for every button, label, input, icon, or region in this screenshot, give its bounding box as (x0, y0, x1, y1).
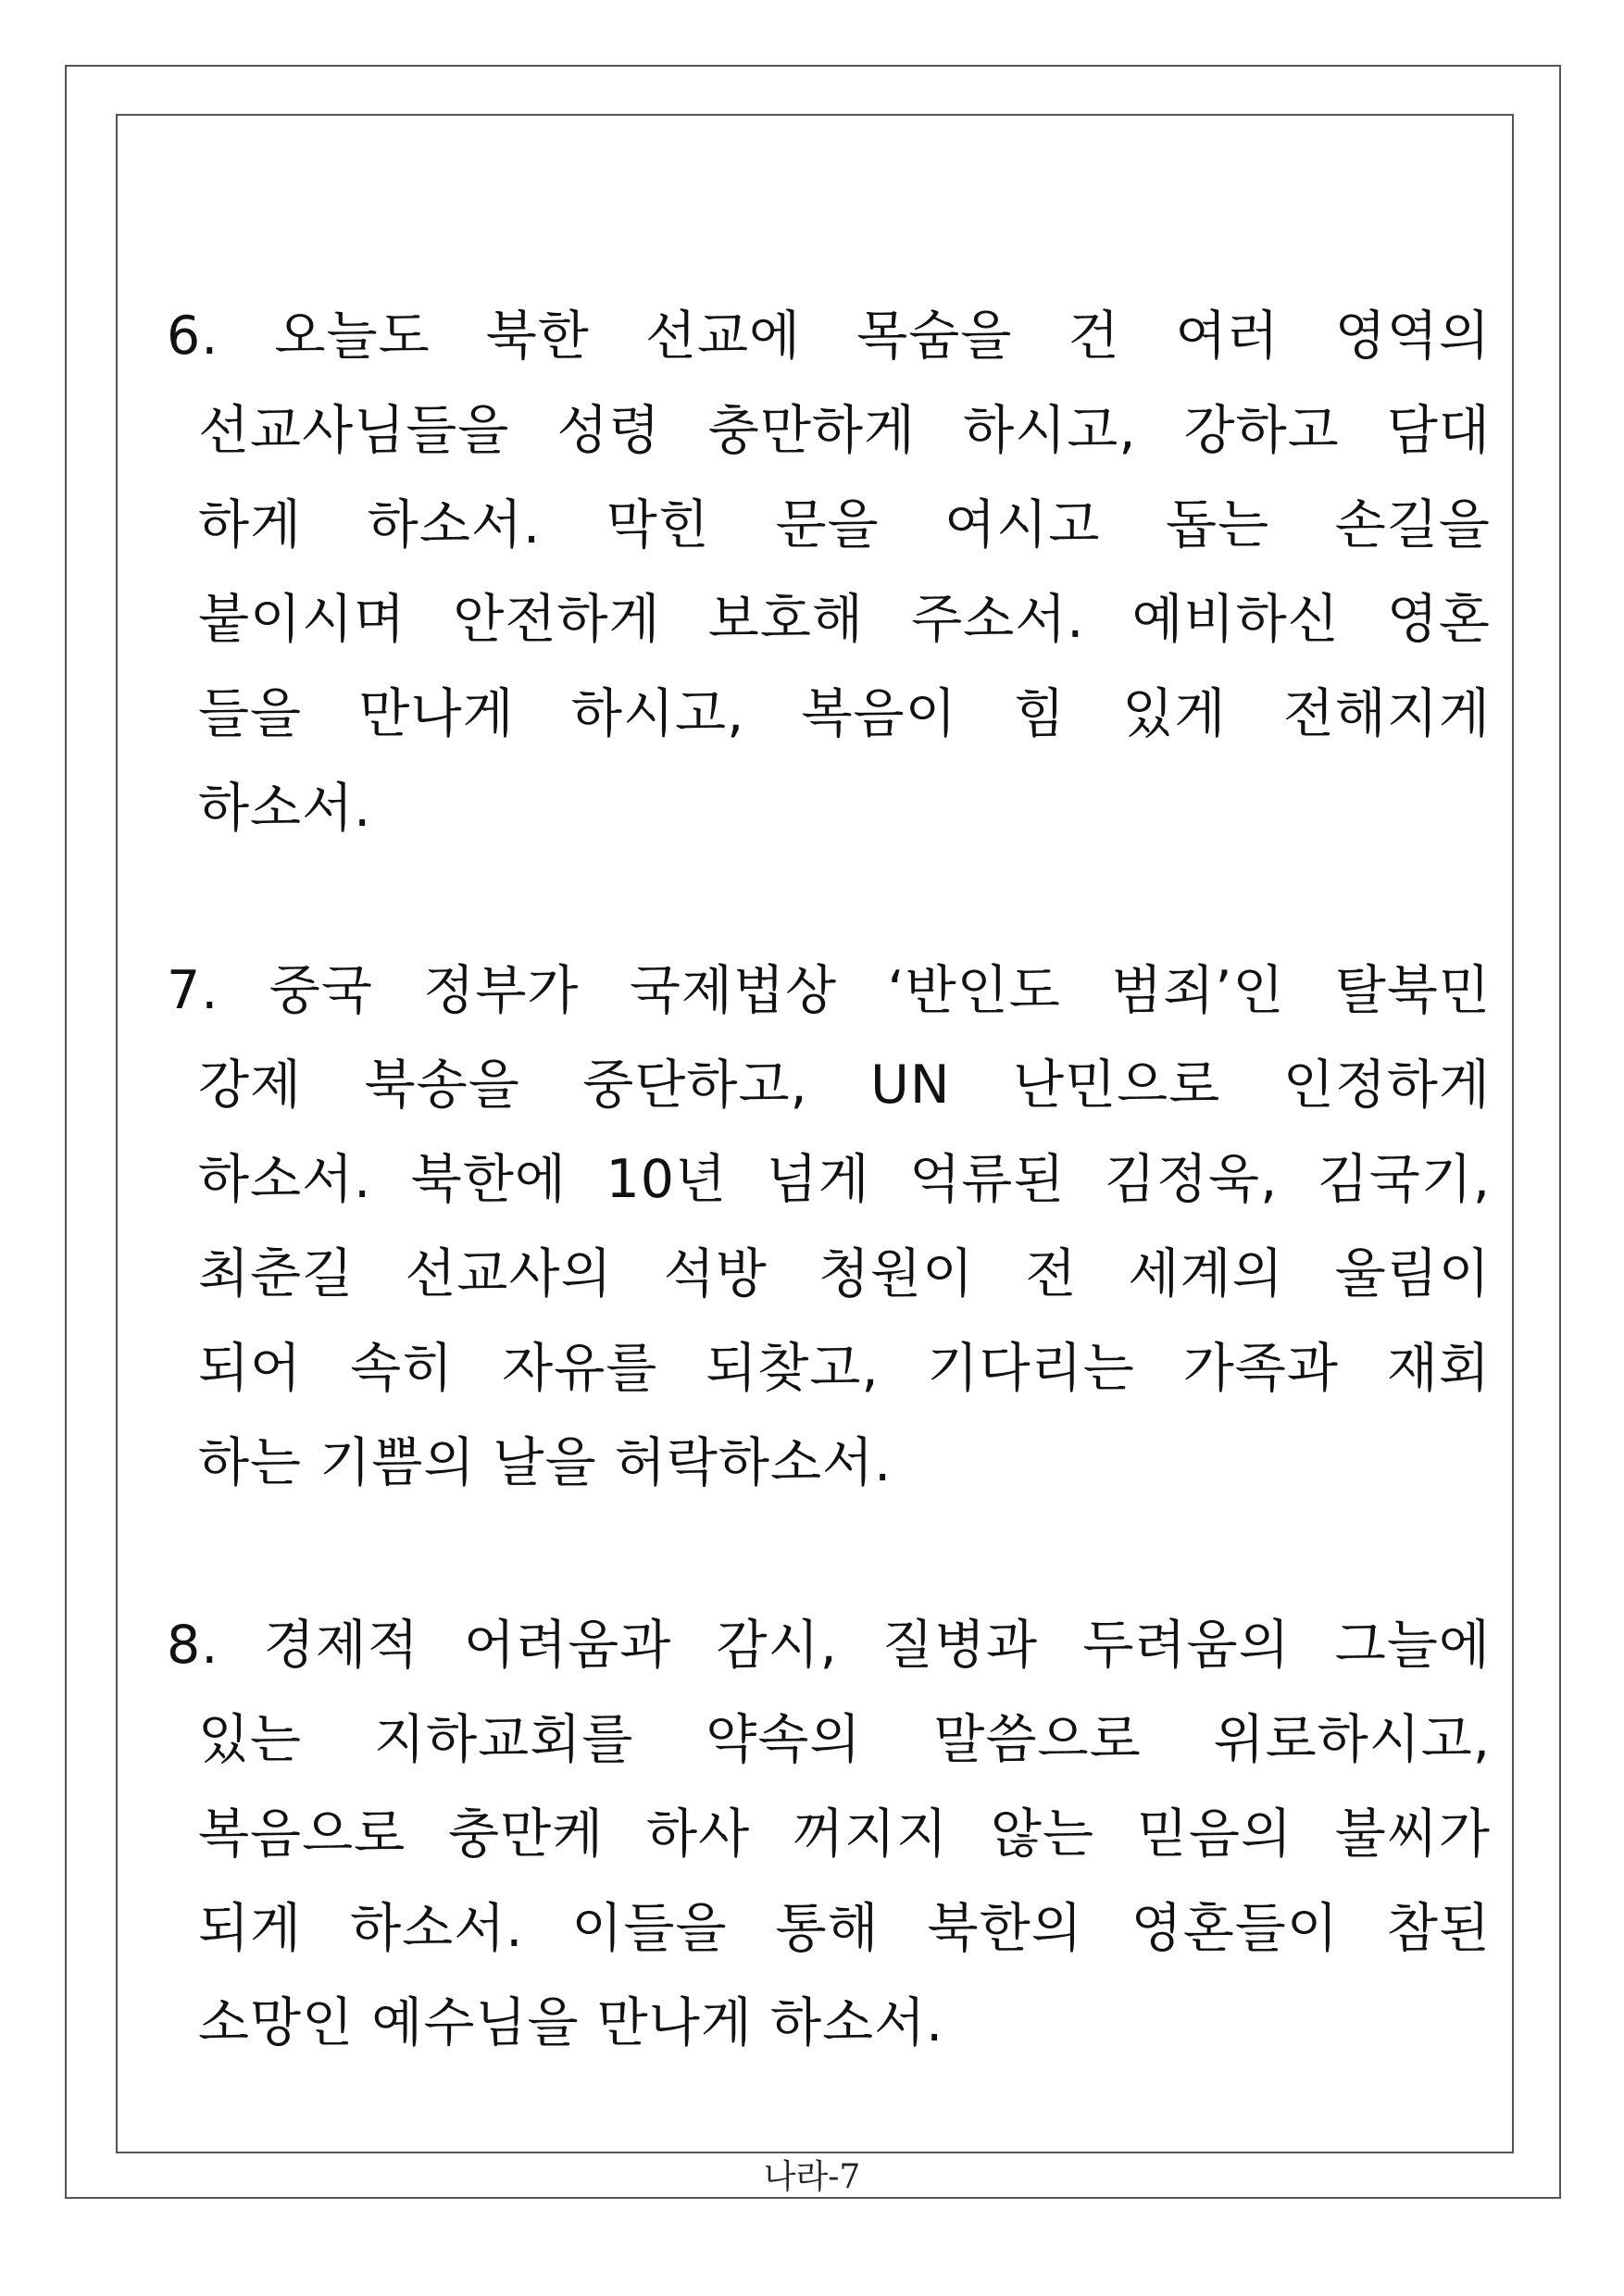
prayer-line: 되게 하소서. 이들을 통해 북한의 영혼들이 참된 (198, 1898, 1491, 1959)
prayer-line: 들을 만나게 하시고, 복음이 힘 있게 전해지게 (198, 683, 1491, 744)
prayer-line: 하는 기쁨의 날을 허락하소서. (198, 1432, 893, 1493)
prayer-line: 되어 속히 자유를 되찾고, 기다리는 가족과 재회 (198, 1338, 1491, 1399)
prayer-line: 하소서. 북한에 10년 넘게 억류된 김정욱, 김국기, (198, 1149, 1491, 1210)
page-number: 나라-7 (763, 2158, 861, 2196)
prayer-line: 있는 지하교회를 약속의 말씀으로 위로하시고, (198, 1709, 1491, 1770)
prayer-line: 하소서. (198, 778, 372, 839)
prayer-line: 8. 경제적 어려움과 감시, 질병과 두려움의 그늘에 (167, 1615, 1491, 1676)
prayer-list (167, 289, 1491, 2158)
prayer-line: 최춘길 선교사의 석방 청원이 전 세계의 울림이 (198, 1243, 1491, 1304)
prayer-line: 하게 하소서. 막힌 문을 여시고 돕는 손길을 (198, 494, 1491, 555)
prayer-line: 복음으로 충만케 하사 꺼지지 않는 믿음의 불씨가 (198, 1803, 1491, 1865)
prayer-item-6 (167, 289, 1491, 855)
prayer-line: 강제 북송을 중단하고, UN 난민으로 인정하게 (198, 1054, 1491, 1116)
prayer-line: 선교사님들을 성령 충만하게 하시고, 강하고 담대 (198, 400, 1491, 461)
prayer-line: 7. 중국 정부가 국제법상 ‘반인도 범죄’인 탈북민 (167, 960, 1491, 1021)
prayer-line: 소망인 예수님을 만나게 하소서. (198, 1992, 944, 2053)
prayer-item-7 (167, 943, 1491, 1510)
prayer-line: 붙이시며 안전하게 보호해 주소서. 예비하신 영혼 (198, 589, 1491, 650)
prayer-item-8 (167, 1598, 1491, 2070)
prayer-line: 6. 오늘도 북한 선교에 목숨을 건 여러 영역의 (167, 306, 1491, 367)
